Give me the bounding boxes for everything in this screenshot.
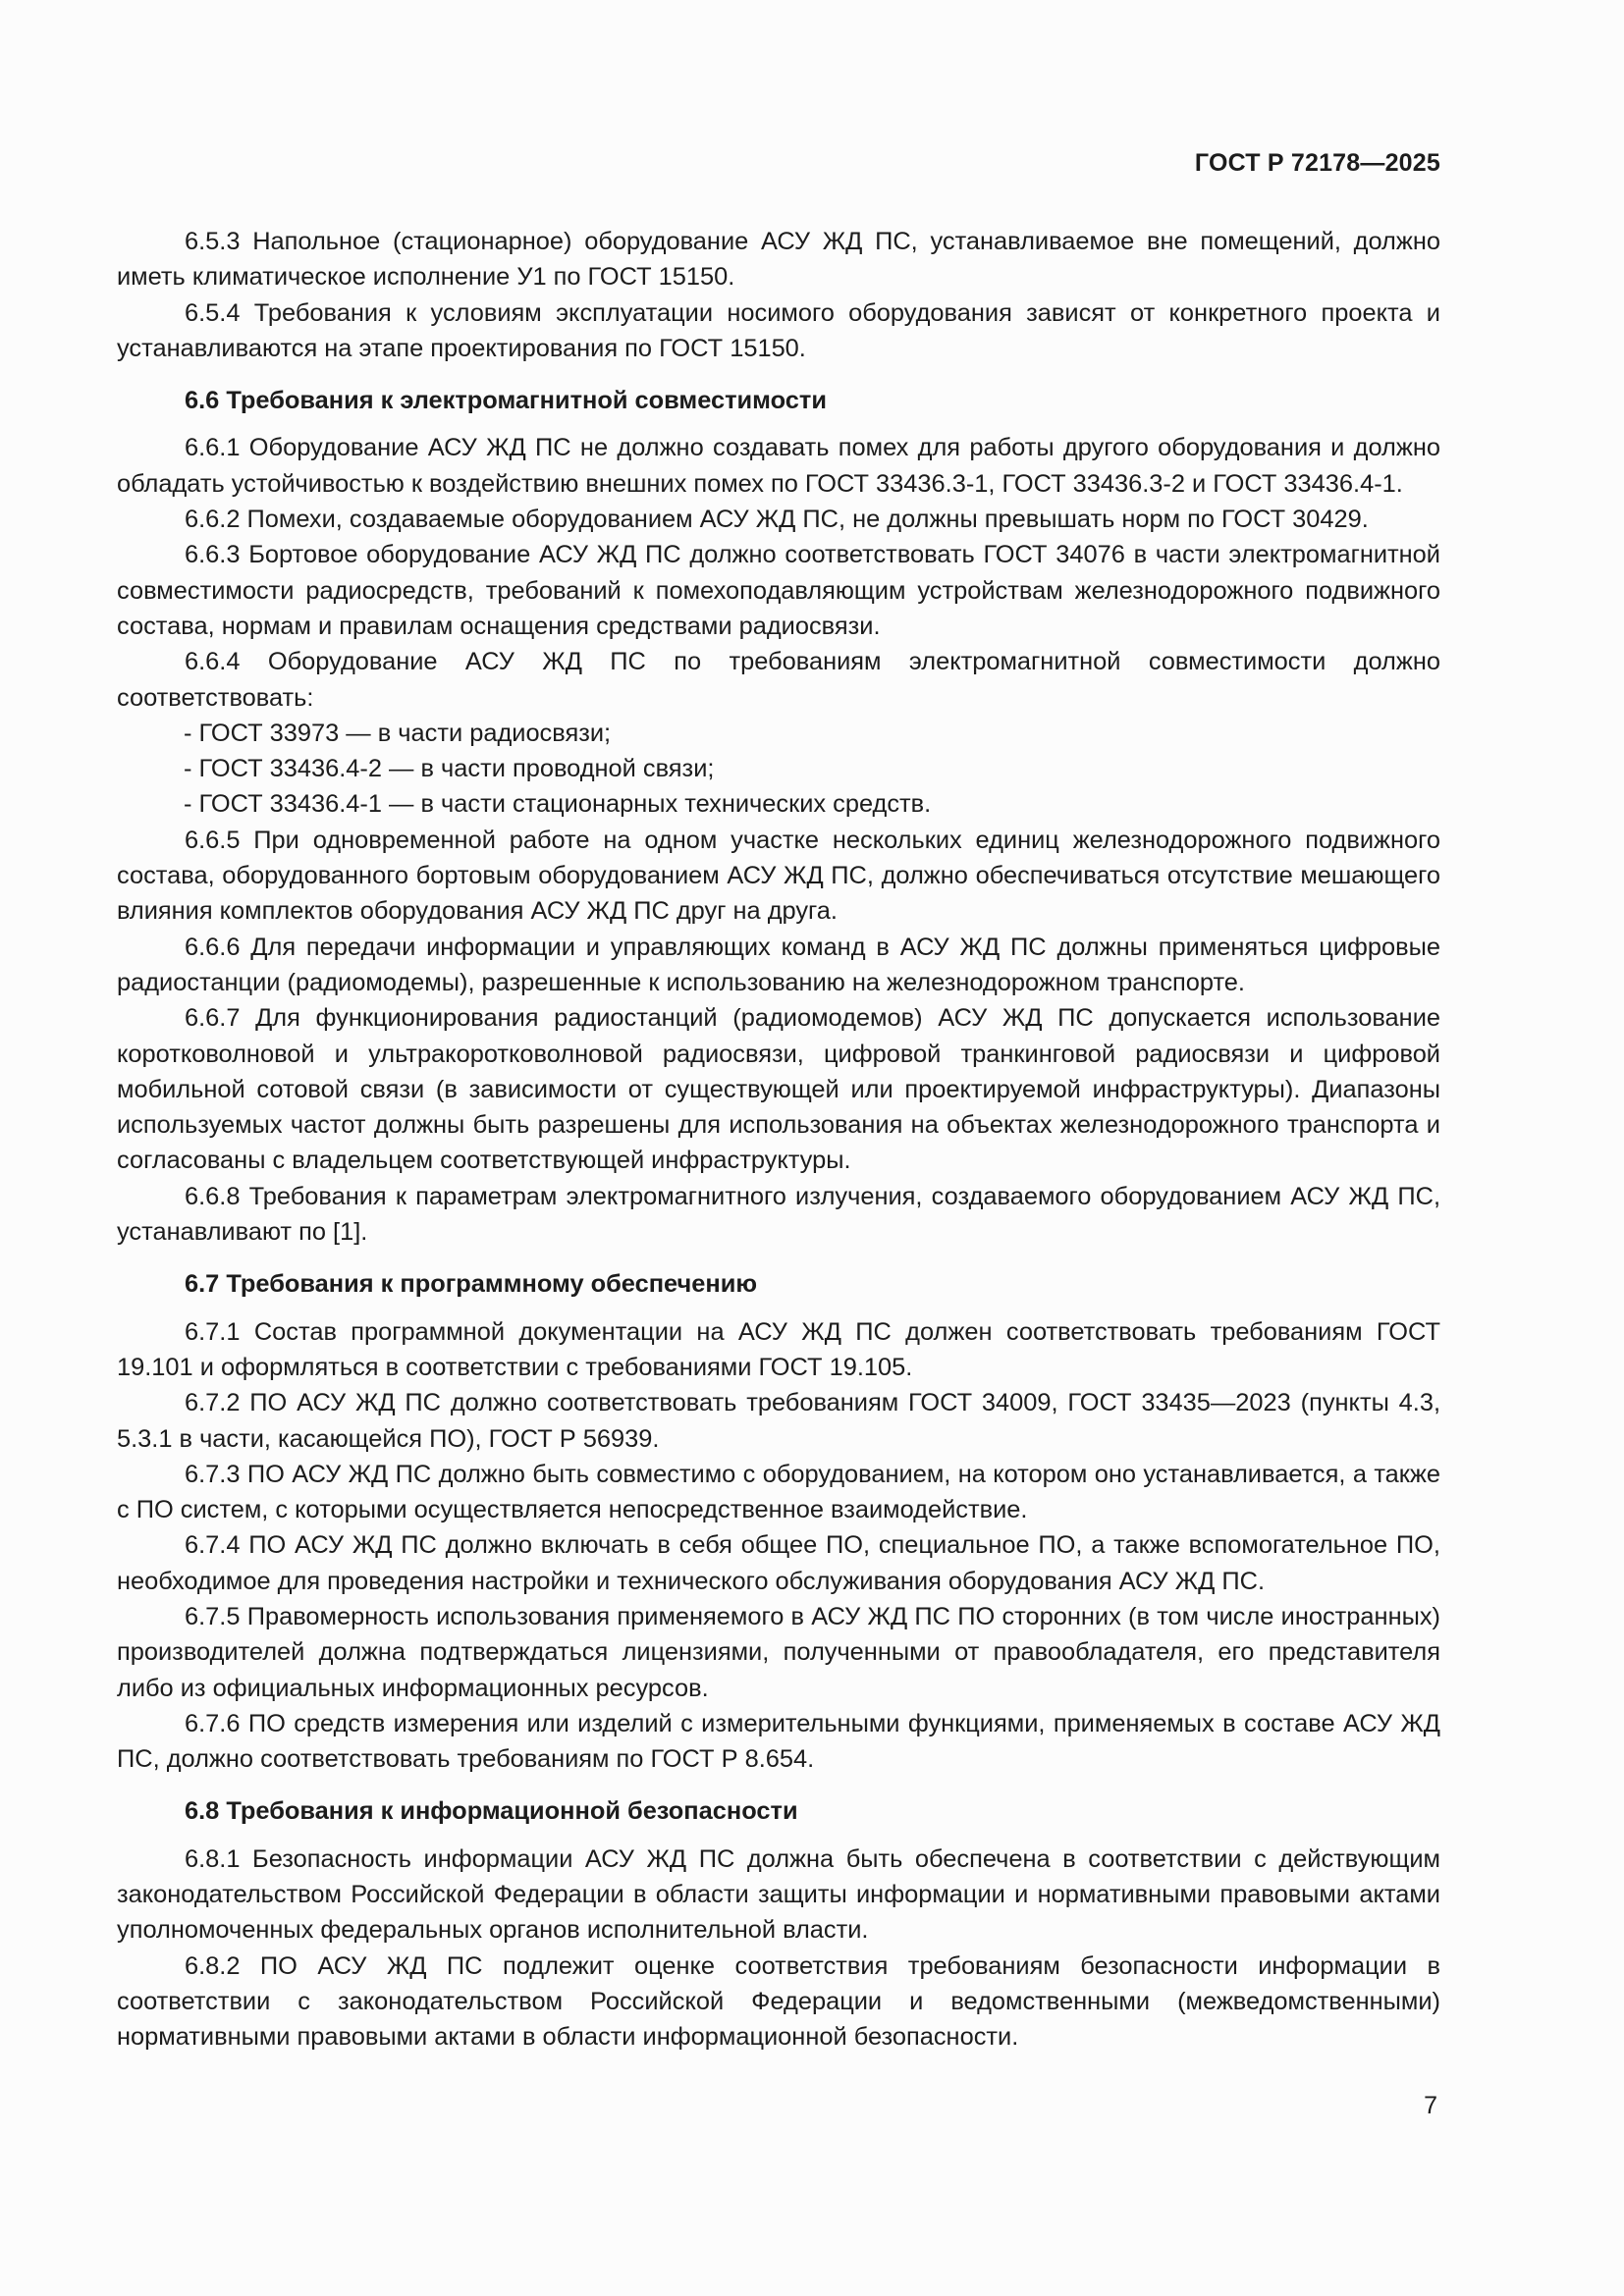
clause-6-8-2: 6.8.2 ПО АСУ ЖД ПС подлежит оценке соответствия требованиям безопасности информации в соответствии с законодательством Российской Федерации и ведомственными (межведомственными) нормативными правовыми актами в области информационной безопасности.: [117, 1951, 1440, 2052]
list-item: - ГОСТ 33436.4-2 — в части проводной связи;: [184, 755, 715, 783]
clause-6-6-6: 6.6.6 Для передачи информации и управляющих команд в АСУ ЖД ПС должны применяться цифровые радиостанции (радиомодемы), разрешенные к использованию на железнодорожном транспорте.: [117, 933, 1440, 996]
clause-6-5-4: 6.5.4 Требования к условиям эксплуатации носимого оборудования зависят от конкретного проекта и устанавливаются на этапе проектирования по ГОСТ 15150.: [117, 298, 1440, 362]
clause-6-7-4: 6.7.4 ПО АСУ ЖД ПС должно включать в себя общее ПО, специальное ПО, а также вспомогательное ПО, необходимое для проведения настройки и технического обслуживания оборудования АСУ ЖД ПС.: [117, 1531, 1440, 1595]
clause-6-7-6: 6.7.6 ПО средств измерения или изделий с измерительными функциями, применяемых в составе АСУ ЖД ПС, должно соответствовать требованиям по ГОСТ Р 8.654.: [117, 1709, 1440, 1774]
clause-6-6-5: 6.6.5 При одновременной работе на одном участке нескольких единиц железнодорожного подвижного состава, оборудованного бортовым оборудованием АСУ ЖД ПС, должно обеспечиваться отсутствие мешающего влияния комплектов оборудования АСУ ЖД ПС друг на друга.: [117, 826, 1440, 926]
clause-6-6-4: 6.6.4 Оборудование АСУ ЖД ПС по требованиям электромагнитной совместимости должно соответствовать:: [117, 648, 1440, 712]
clause-6-5-3: 6.5.3 Напольное (стационарное) оборудование АСУ ЖД ПС, устанавливаемое вне помещений, должно иметь климатическое исполнение У1 по ГОСТ 15150.: [117, 228, 1440, 292]
clause-6-6-1: 6.6.1 Оборудование АСУ ЖД ПС не должно создавать помех для работы другого оборудования и должно обладать устойчивостью к воздействию внешних помех по ГОСТ 33436.3-1, ГОСТ 33436.3-2 и ГОСТ 33436.4-1.: [117, 434, 1440, 498]
list-item: - ГОСТ 33973 — в части радиосвязи;: [184, 719, 612, 747]
clause-6-7-3: 6.7.3 ПО АСУ ЖД ПС должно быть совместимо с оборудованием, на котором оно устанавливается, а также с ПО систем, с которыми осуществляется непосредственное взаимодействие.: [117, 1460, 1440, 1524]
clause-6-7-5: 6.7.5 Правомерность использования применяемого в АСУ ЖД ПС ПО сторонних (в том числе иностранных) производителей должна подтверждаться лицензиями, полученными от правообладателя, его представителя либо из официальных информационных ресурсов.: [117, 1602, 1440, 1702]
clause-6-8-1: 6.8.1 Безопасность информации АСУ ЖД ПС должна быть обеспечена в соответствии с действующим законодательством Российской Федерации в области защиты информации и нормативными правовыми актами уполномоченных федеральных органов исполнительной власти.: [117, 1844, 1440, 1945]
page-number: 7: [1424, 2092, 1437, 2119]
clause-6-7-2: 6.7.2 ПО АСУ ЖД ПС должно соответствовать требованиям ГОСТ 34009, ГОСТ 33435—2023 (пункты 4.3, 5.3.1 в части, касающейся ПО), ГОСТ Р 56939.: [117, 1389, 1440, 1453]
section-heading-6-8: 6.8 Требования к информационной безопасности: [185, 1797, 798, 1826]
list-item: - ГОСТ 33436.4-1 — в части стационарных технических средств.: [184, 790, 932, 819]
section-heading-6-7: 6.7 Требования к программному обеспечению: [185, 1270, 758, 1299]
clause-6-6-7: 6.6.7 Для функционирования радиостанций (радиомодемов) АСУ ЖД ПС допускается использование коротковолновой и ультракоротковолновой радиосвязи, цифровой транкинговой радиосвязи и цифровой мобильной сотовой связи (в зависимости от существующей или проектируемой инфраструктуры). Диапазоны используемых частот должны быть разрешены для использования на объектах железнодорожного транспорта и согласованы с владельцем соответствующей инфраструктуры.: [117, 1004, 1440, 1175]
document-body: [117, 224, 1440, 2056]
document-id-header: ГОСТ Р 72178—2025: [1194, 149, 1440, 177]
clause-6-6-2: 6.6.2 Помехи, создаваемые оборудованием АСУ ЖД ПС, не должны превышать норм по ГОСТ 30429.: [185, 506, 1369, 534]
clause-6-6-8: 6.6.8 Требования к параметрам электромагнитного излучения, создаваемого оборудованием АСУ ЖД ПС, устанавливают по [1].: [117, 1182, 1440, 1247]
section-heading-6-6: 6.6 Требования к электромагнитной совместимости: [185, 387, 827, 415]
clause-6-6-3: 6.6.3 Бортовое оборудование АСУ ЖД ПС должно соответствовать ГОСТ 34076 в части электромагнитной совместимости радиосредств, требований к помехоподавляющим устройствам железнодорожного подвижного состава, нормам и правилам оснащения средствами радиосвязи.: [117, 541, 1440, 640]
clause-6-7-1: 6.7.1 Состав программной документации на АСУ ЖД ПС должен соответствовать требованиям ГОСТ 19.101 и оформляться в соответствии с требованиями ГОСТ 19.105.: [117, 1317, 1440, 1381]
